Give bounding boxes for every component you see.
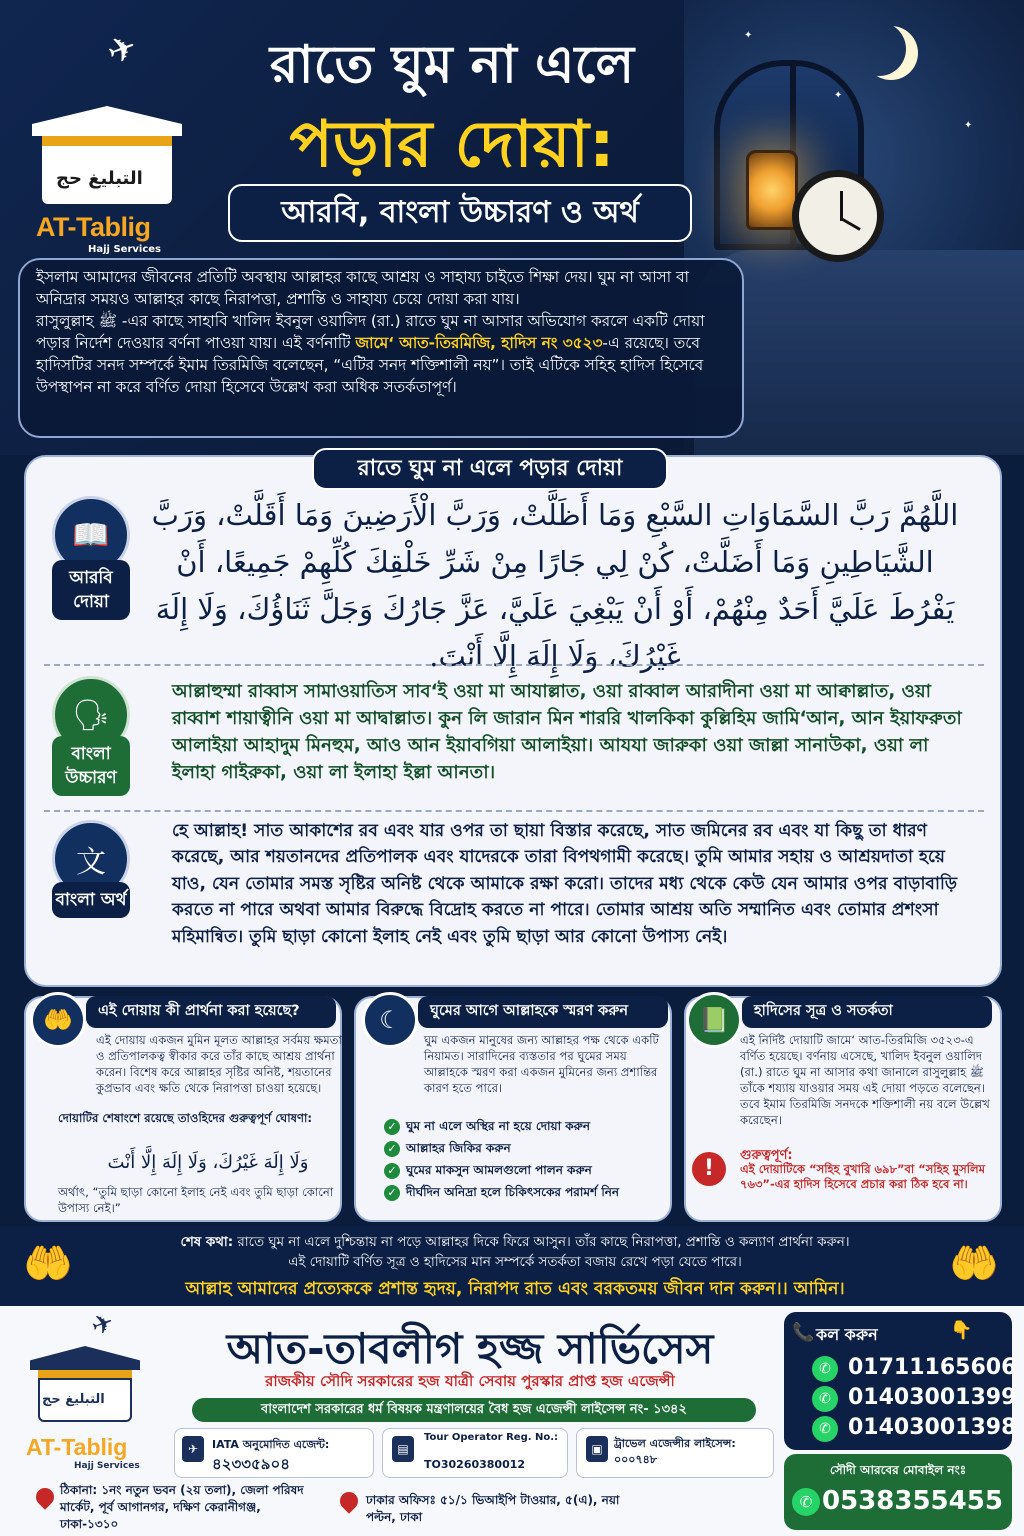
dua-card-heading: রাতে ঘুম না এলে পড়ার দোয়া xyxy=(312,448,668,490)
column-title: এই দোয়ায় কী প্রার্থনা করা হয়েছে? xyxy=(86,996,336,1028)
kaaba-icon xyxy=(30,1346,140,1426)
tour-label: Tour Operator Reg. No.: xyxy=(424,1432,559,1443)
pronunciation-text: আল্লাহুম্মা রাব্বাস সামাওয়াতিস সাব‘ই ওয়া মা আযাল্লাত, ওয়া রাব্বাল আরাদীনা ওয়া মা আক্বাল্লাত, ওয়া রাব্বাশ শায়াত্বীনি ওয়া মা আদ্বাল্লাত। কুন লি জারান মিন শাররি খালকিকা কুল্লিহিম জামি‘আন, আন ইয়াফরুতা আলাইয়া আহাদুম মিনহুম, আও আন ইয়াবগিয়া আলাইয়া। আযযা জারুকা ওয়া জাল্লা সানাউকা, ওয়া লা ইলাহা গাইরুকা, ওয়া লা ইলাহা ইল্লা আনতা। xyxy=(172,681,962,783)
warning-text: এই দোয়াটিকে “সহিহ বুখারি ৬৯৮”বা “সহিহ মুসলিম ৭৬৩”-এর হাদিস হিসেবে প্রচার করা ঠিক হবে না। xyxy=(740,1162,986,1191)
tour-value: TO30260380012 xyxy=(424,1458,526,1471)
page-title-line1: রাতে ঘুম না এলে xyxy=(269,35,635,95)
brand-subtitle: Hajj Services xyxy=(88,244,161,255)
travel-license: ট্রাভেল এজেন্সীর লাইসেন্স: ০০০৭৪৮ xyxy=(614,1437,736,1466)
pronunciation-label: বাংলা উচ্চারণ xyxy=(52,736,130,796)
whatsapp-icon: ✆ xyxy=(812,1356,838,1382)
column-text: এই দোয়ায় একজন মুমিন মূলত আল্লাহর সর্বময় ক্ষমতা ও প্রতিপালকত্ব স্বীকার করে তাঁর কাছে আশ্রয় প্রার্থনা করেন। বিশেষ করে আল্লাহর সৃষ্টির অনিষ্ট, শয়তানের কুপ্রভাব এবং ক্ষতি থেকে নিরাপত্তা চাওয়া হয়েছে। xyxy=(96,1033,342,1095)
phone-number[interactable]: 01403001399 xyxy=(848,1385,1017,1410)
translate-icon: 文 xyxy=(52,820,130,898)
column-text: ঘুম একজন মানুষের জন্য আল্লাহর পক্ষ থেকে একটি নিয়ামত। সারাদিনের ব্যস্ততার পর ঘুমের সময় আল্লাহকে স্মরণ করা একজন মুমিনের জন্য প্রশান্তির কারণ হতে পারে। xyxy=(424,1033,659,1095)
column-text: এই নির্দিষ্ট দোয়াটি জামে‘ আত-তিরমিজি ৩৫২৩-এ বর্ণিত হয়েছে। বর্ণনায় এসেছে, খালিদ ইবনুল ওয়ালিদ (রা.) রাতে ঘুম না আসার কথা জানালে রাসুলুল্লাহ ﷺ তাঁকে শয্যায় যাওয়ার সময় এই দোয়া পড়তে বলেছেন। তবে ইমাম তিরমিজি সনদকে শক্তিশালী নয় বলে উল্লেখ করেছেন। xyxy=(740,1033,990,1127)
hero-banner xyxy=(0,0,1024,455)
speaker-icon: 🗣 xyxy=(52,676,130,754)
praying-hands-icon: 🤲 xyxy=(949,1241,999,1287)
arabic-dua-text: اللَّهُمَّ رَبَّ السَّمَاوَاتِ السَّبْعِ وَمَا أَظَلَّتْ، وَرَبَّ الْأَرَضِينَ وَمَا أَقَلَّتْ، وَرَبَّ الشَّيَاطِينِ وَمَا أَضَلَّتْ، كُنْ لِي جَارًا مِنْ شَرِّ خَلْقِكَ كُلِّهِمْ جَمِيعًا، أَنْ يَفْرُطَ عَلَيَّ أَحَدٌ مِنْهُمْ، أَوْ أَنْ يَبْغِيَ عَلَيَّ، عَزَّ جَارُكَ وَجَلَّ ثَنَاؤُكَ، وَلَا إِلَهَ غَيْرُكَ، وَلَا إِلَهَ إِلَّا أَنْتَ. xyxy=(151,498,959,673)
check-item: ✓ ঘুমের মাকসুন আমলগুলো পালন করুন xyxy=(384,1162,592,1182)
iata-icon: ✈ xyxy=(182,1436,204,1462)
company-name: আত-তাবলীগ হজ্জ সার্ভিসেস xyxy=(226,1324,714,1373)
section-divider xyxy=(44,664,984,666)
meaning-text: হে আল্লাহ! সাত আকাশের রব এবং যার ওপর তা ছায়া বিস্তার করেছে, সাত জমিনের রব এবং যা কিছু তা ধারণ করেছে, আর শয়তানদের প্রতিপালক এবং যাদেরকে তারা বিপথগামী করেছে। তুমি আমার সহায় ও আশ্রয়দাতা হয়ে যাও, যেন তোমার সমস্ত সৃষ্টির অনিষ্ট থেকে আমাকে রক্ষা করো। তাদের মধ্য থেকে কেউ যেন আমার ওপর বাড়াবাড়ি করতে না পারে অথবা আমার বিরুদ্ধে বিদ্রোহ করতে না পারে। তোমার আশ্রয় অতি সম্মানিত এবং তোমার প্রশংসা মহিমান্বিত। তুমি ছাড়া কোনো ইলাহ নেই এবং তুমি ছাড়া আর কোনো উপাস্য নেই। xyxy=(172,821,958,947)
clipboard-icon: ▤ xyxy=(392,1436,414,1462)
page-title-line2: পড়ার দোয়া: xyxy=(289,108,615,182)
saudi-phone-number[interactable]: 0538355455 xyxy=(822,1486,1003,1516)
check-icon: ✓ xyxy=(384,1119,400,1135)
warning-icon: ! xyxy=(692,1152,726,1186)
conclusion-blessing: আল্লাহ আমাদের প্রত্যেককে প্রশান্ত হৃদয়, নিরাপদ রাত এবং বরকতময় জীবন দান করুন।। আমিন। xyxy=(185,1279,845,1299)
license-bar: বাংলাদেশ সরকারের ধর্ম বিষয়ক মন্ত্রণালয়ের বৈধ হজ এজেন্সী লাইসেন্স নং- ১৩৪২ xyxy=(192,1398,756,1422)
pointing-hand-icon: 👇 xyxy=(950,1320,973,1341)
iata-value: ৪২৩৩৫৯০৪ xyxy=(212,1455,290,1473)
column-title: হাদিসের সূত্র ও সতর্কতা xyxy=(742,996,992,1028)
check-icon: ✓ xyxy=(384,1185,400,1201)
id-card-icon: ▣ xyxy=(586,1436,608,1462)
section-divider xyxy=(44,810,984,812)
brand-name: AT-Tablig xyxy=(26,1434,128,1460)
star-icon: ✦ xyxy=(834,90,843,101)
book-icon: 📖 xyxy=(52,496,130,574)
intro-paragraph-2: রাসুলুল্লাহ ﷺ -এর কাছে সাহাবি খালিদ ইবনুল ওয়ালিদ (রা.) রাতে ঘুম না আসার অভিযোগ করলে একটি দোয়া পড়ার নির্দেশ দেওয়ার বর্ণনা পাওয়া যায়। এই বর্ণনাটি জামে‘ আত-তিরমিজি, হাদিস নং ৩৫২৩-এ রয়েছে। তবে হাদিসটির সনদ সম্পর্কে ইমাম তিরমিজি বলেছেন, “এটির সনদ শক্তিশালী নয়”। তাই এটিকে সহিহ হাদিস হিসেবে উপস্থাপন না করে বর্ণিত দোয়া হিসেবে উল্লেখ করা অধিক সতর্কতাপূর্ণ। xyxy=(36,312,705,396)
conclusion-line-2: এই দোয়াটি বর্ণিত সূত্র ও হাদিসের মান সম্পর্কে সতর্কতা বজায় রেখে পড়া যেতে পারে। xyxy=(288,1255,742,1270)
check-item: ✓ আল্লাহর জিকির করুন xyxy=(384,1140,511,1160)
phone-icon: 📞 xyxy=(792,1322,815,1343)
whatsapp-icon: ✆ xyxy=(812,1386,838,1412)
page-subtitle: আরবি, বাংলা উচ্চারণ ও অর্থ xyxy=(228,184,692,242)
praying-hands-icon: 🤲 xyxy=(30,992,86,1048)
clock-icon xyxy=(792,170,884,262)
airplane-icon: ✈ xyxy=(102,26,143,74)
kaaba-icon xyxy=(32,106,182,206)
company-tagline: রাজকীয় সৌদি সরকারের হজ যাত্রী সেবায় পুরস্কার প্রাপ্ত হজ এজেন্সী xyxy=(265,1372,675,1390)
saudi-label: সৌদী আরবের মোবাইল নংঃ xyxy=(829,1463,967,1477)
hadith-reference: জামে‘ আত-তিরমিজি, হাদিস নং ৩৫২৩ xyxy=(355,334,603,352)
column-text: অর্থাৎ, “তুমি ছাড়া কোনো ইলাহ নেই এবং তুমি ছাড়া কোনো উপাস্য নেই।” xyxy=(58,1185,334,1215)
check-item: ✓ ঘুম না এলে অস্থির না হয়ে দোয়া করুন xyxy=(384,1118,590,1138)
whatsapp-icon: ✆ xyxy=(812,1416,838,1442)
check-icon: ✓ xyxy=(384,1141,400,1157)
address-main: ঠিকানা: ১নং নতুন ভবন (২য় তলা), জেলা পরিষদ মার্কেট, পূর্ব আগানগর, দক্ষিণ কেরানীগঞ্জ, ঢাকা-১৩১০ xyxy=(60,1483,304,1531)
star-icon: ✦ xyxy=(744,30,753,41)
phone-number[interactable]: 01403001398 xyxy=(848,1415,1017,1440)
column-text: দোয়াটির শেষাংশে রয়েছে তাওহিদের গুরুত্বপূর্ণ ঘোষণা: xyxy=(58,1111,312,1125)
check-icon: ✓ xyxy=(384,1163,400,1179)
iata-label: IATA অনুমোদিত এজেন্ট: xyxy=(212,1438,330,1451)
call-label: কল করুন xyxy=(816,1325,878,1344)
brand-subtitle: Hajj Services xyxy=(74,1461,140,1471)
brand-name: AT-Tablig xyxy=(36,212,151,242)
intro-text-box xyxy=(18,258,744,438)
arabic-label: আরবি দোয়া xyxy=(52,560,130,620)
tawhid-arabic: وَلَا إِلَهَ غَيْرُكَ، وَلَا إِلَهَ إِلَّا أَنْتَ xyxy=(107,1152,309,1173)
crescent-icon: ☾ xyxy=(362,992,418,1048)
logo-arabic-text: التبليغ حج xyxy=(56,168,143,189)
warning-title: গুরুত্বপূর্ণ: xyxy=(740,1148,793,1163)
phone-number[interactable]: 01711165606 xyxy=(848,1355,1017,1380)
praying-hands-icon: 🤲 xyxy=(23,1241,73,1287)
moon-icon xyxy=(852,22,906,76)
star-icon: ✦ xyxy=(964,120,973,131)
conclusion-line-1: শেষ কথা: রাতে ঘুম না এলে দুশ্চিন্তায় না পড়ে আল্লাহর দিকে ফিরে আসুন। তাঁর কাছে নিরাপত্তা, প্রশান্তি ও কল্যাণ প্রার্থনা করুন। xyxy=(180,1235,850,1250)
check-item: ✓ দীর্ঘদিন অনিদ্রা হলে চিকিৎসকের পরামর্শ নিন xyxy=(384,1184,654,1204)
brand-logo xyxy=(28,18,198,255)
column-title: ঘুমের আগে আল্লাহকে স্মরণ করুন xyxy=(418,996,668,1028)
logo-arabic-text: التبليغ حج xyxy=(42,1392,105,1407)
intro-paragraph-1: ইসলাম আমাদের জীবনের প্রতিটি অবস্থায় আল্লাহর কাছে আশ্রয় ও সাহায্য চাইতে শিক্ষা দেয়। ঘুম না আসা বা অনিদ্রার সময়ও আল্লাহর কাছে নিরাপত্তা, প্রশান্তি ও সাহায্য চেয়ে দোয়া করা যায়। xyxy=(36,268,689,308)
whatsapp-icon: ✆ xyxy=(792,1488,820,1516)
meaning-label: বাংলা অর্থ xyxy=(52,882,130,918)
address-dhaka: ঢাকার অফিসঃ ৫১/১ ভিআইপি টাওয়ার, ৫(এ), নয়া পল্টন, ঢাকা xyxy=(366,1493,620,1524)
lantern-icon xyxy=(746,150,798,230)
quran-icon: 📗 xyxy=(686,992,742,1048)
airplane-icon: ✈ xyxy=(87,1307,119,1343)
